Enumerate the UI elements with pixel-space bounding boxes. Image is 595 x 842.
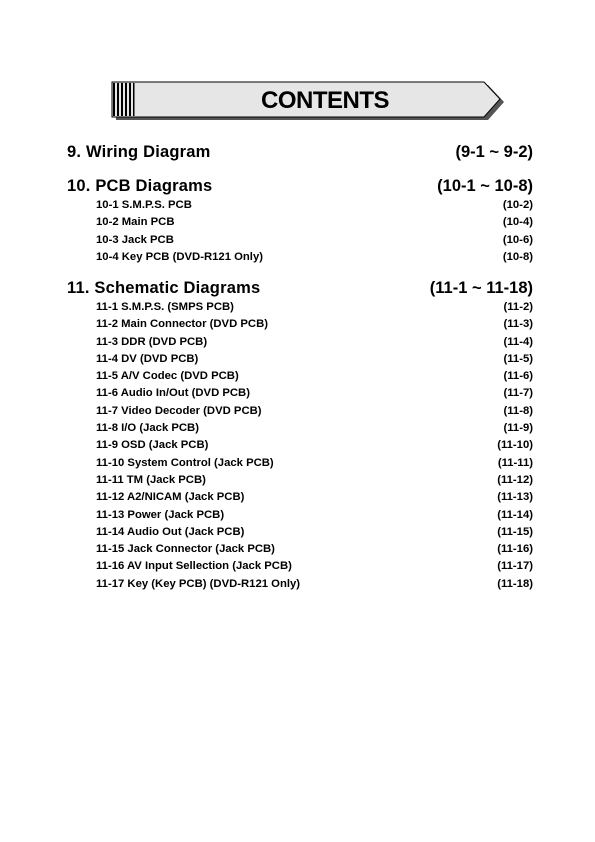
toc-item-label: 11-5 A/V Codec (DVD PCB) bbox=[96, 370, 239, 383]
toc-item-label: 10-3 Jack PCB bbox=[96, 233, 174, 246]
toc-item-label: 11-7 Video Decoder (DVD PCB) bbox=[96, 404, 262, 417]
toc-item bbox=[0, 199, 595, 216]
toc-item-label: 11-12 A2/NICAM (Jack PCB) bbox=[96, 491, 245, 504]
toc-item-label: 11-11 TM (Jack PCB) bbox=[96, 473, 206, 486]
toc-item-label: 11-16 AV Input Sellection (Jack PCB) bbox=[96, 560, 292, 573]
toc-item-page: (11-18) bbox=[497, 577, 533, 590]
toc-section-10 bbox=[0, 177, 595, 268]
toc-item-page: (11-10) bbox=[497, 439, 533, 452]
toc-item-label: 11-17 Key (Key PCB) (DVD-R121 Only) bbox=[96, 577, 301, 590]
toc-item-label: 11-1 S.M.P.S. (SMPS PCB) bbox=[96, 301, 234, 313]
toc-item bbox=[0, 234, 595, 251]
toc-item bbox=[0, 405, 595, 422]
toc-item-page: (11-5) bbox=[503, 352, 533, 365]
toc-item-label: 10-2 Main PCB bbox=[96, 216, 175, 229]
toc-item-page: (10-8) bbox=[502, 250, 533, 263]
toc-item-label: 10-4 Key PCB (DVD-R121 Only) bbox=[96, 250, 263, 263]
toc-item-page: (11-3) bbox=[503, 318, 533, 331]
toc-item bbox=[0, 370, 595, 387]
toc-item-page: (11-17) bbox=[497, 560, 533, 573]
toc-section-9 bbox=[0, 143, 595, 165]
toc-item bbox=[0, 216, 595, 233]
toc-item bbox=[0, 251, 595, 268]
toc-item-label: 11-9 OSD (Jack PCB) bbox=[96, 439, 209, 452]
toc-item-label: 11-2 Main Connector (DVD PCB) bbox=[96, 318, 268, 331]
toc-item-page: (11-2) bbox=[503, 301, 533, 313]
toc-item-label: 11-3 DDR (DVD PCB) bbox=[96, 335, 208, 348]
toc-item-page: (11-15) bbox=[497, 525, 533, 538]
toc-item bbox=[0, 560, 595, 577]
section-title: 11. Schematic Diagrams bbox=[67, 279, 261, 297]
toc-item bbox=[0, 491, 595, 508]
toc-item-page: (11-16) bbox=[497, 543, 533, 556]
toc-section-11 bbox=[0, 279, 595, 595]
toc-item bbox=[0, 509, 595, 526]
toc-item bbox=[0, 457, 595, 474]
toc-item-page: (11-8) bbox=[503, 404, 533, 417]
section-pages: (9-1 ~ 9-2) bbox=[455, 143, 533, 161]
toc-item bbox=[0, 439, 595, 456]
toc-item-label: 11-4 DV (DVD PCB) bbox=[96, 352, 199, 365]
toc-item bbox=[0, 318, 595, 335]
toc-item-page: (11-12) bbox=[497, 473, 533, 486]
toc-item bbox=[0, 578, 595, 595]
page-title: CONTENTS bbox=[261, 87, 389, 114]
toc-item-page: (11-11) bbox=[497, 456, 533, 469]
toc-item bbox=[0, 474, 595, 491]
toc-item-label: 11-14 Audio Out (Jack PCB) bbox=[96, 525, 245, 538]
toc-item-page: (11-9) bbox=[503, 422, 533, 435]
toc-item-label: 11-8 I/O (Jack PCB) bbox=[96, 422, 199, 435]
section-pages: (10-1 ~ 10-8) bbox=[437, 177, 533, 195]
toc-item bbox=[0, 526, 595, 543]
contents-header-banner bbox=[110, 80, 505, 122]
toc-item bbox=[0, 387, 595, 404]
toc-item-label: 10-1 S.M.P.S. PCB bbox=[96, 199, 192, 211]
toc-item-label: 11-13 Power (Jack PCB) bbox=[96, 508, 225, 521]
toc-item-page: (10-6) bbox=[502, 233, 533, 246]
toc-item bbox=[0, 301, 595, 318]
toc-item-page: (11-7) bbox=[503, 387, 533, 400]
section-title: 9. Wiring Diagram bbox=[67, 143, 211, 161]
section-pages: (11-1 ~ 11-18) bbox=[429, 279, 533, 297]
toc-item bbox=[0, 336, 595, 353]
toc-item-page: (11-4) bbox=[503, 335, 533, 348]
toc-item-label: 11-15 Jack Connector (Jack PCB) bbox=[96, 543, 275, 556]
toc-item bbox=[0, 543, 595, 560]
toc-item-page: (10-4) bbox=[502, 216, 533, 229]
toc-item-label: 11-6 Audio In/Out (DVD PCB) bbox=[96, 387, 250, 400]
toc-item bbox=[0, 353, 595, 370]
toc-item-page: (11-6) bbox=[503, 370, 533, 383]
section-title: 10. PCB Diagrams bbox=[67, 177, 213, 195]
toc-item-page: (11-14) bbox=[497, 508, 533, 521]
toc-item bbox=[0, 422, 595, 439]
toc-item-page: (10-2) bbox=[502, 199, 533, 211]
toc-item-page: (11-13) bbox=[497, 491, 533, 504]
toc-item-label: 11-10 System Control (Jack PCB) bbox=[96, 456, 274, 469]
